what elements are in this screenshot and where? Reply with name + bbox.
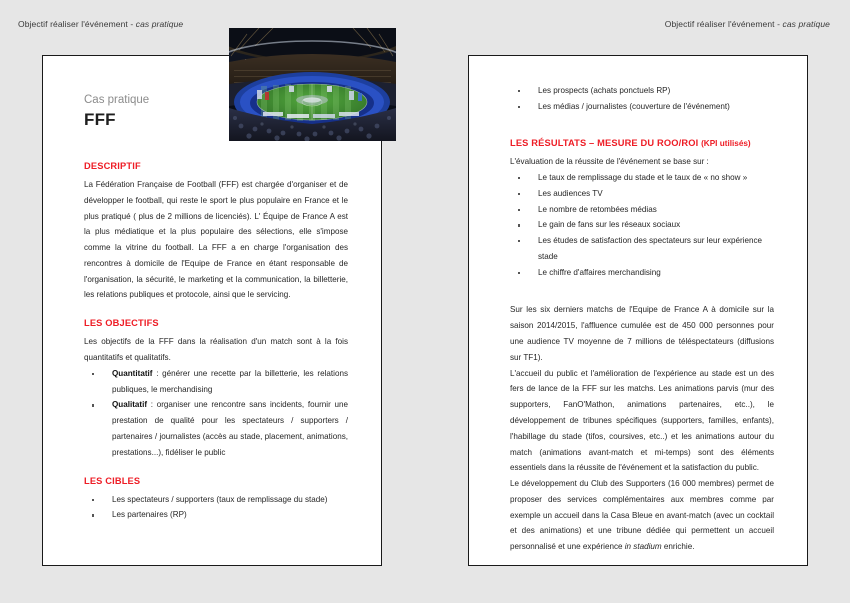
right-page-content: [510, 83, 774, 555]
list-item: Le chiffre d'affaires merchandising: [510, 265, 774, 281]
header-left-text: Objectif réaliser l'événement -: [18, 19, 136, 29]
header-right-text: Objectif réaliser l'événement -: [664, 19, 783, 29]
list-item: Le nombre de retombées médias: [510, 202, 774, 218]
heading-resultats: [510, 137, 774, 150]
paragraph-supporters-club-part1: Le développement du Club des Supporters (16 000 membres) permet de proposer des services complémentaires aux membres comme par exemple un accueil dans la Casa Bleue en avant-match (avec un cocktail et des animations) et une tribune dédiée qui permettent un accueil personnalisé et une expérience: [510, 479, 774, 552]
list-item: Les études de satisfaction des spectateurs sur leur expérience stade: [510, 233, 774, 265]
list-item: Les audiences TV: [510, 186, 774, 202]
list-item: Les prospects (achats ponctuels RP): [510, 83, 774, 99]
bullet-lead: Quantitatif: [112, 368, 153, 378]
list-cibles: [84, 492, 348, 524]
document-page-right: [468, 55, 808, 566]
header-right-italic: cas pratique: [782, 19, 830, 29]
stadium-photo: [229, 28, 396, 141]
header-left: [18, 19, 183, 29]
list-item: [84, 397, 348, 460]
left-page-content: [84, 93, 348, 523]
paragraph-descriptif: La Fédération Française de Football (FFF) est chargée d'organiser et de développer le football, qui reste le sport le plus populaire en France et le plus pratiqué ( plus de 2 millions de licenciés). L' Équipe de France A est la plus médiatique et la plus populaire des sélections, elle s'impose comme la vitrine du football. La FFF a en charge l'organisation des rencontres à domicile de l'Equipe de France en étant responsable de l'organisation, la sécurité, le marketing et la communication, la billetterie, les relations publiques et protocole, ainsi que le servicing.: [84, 179, 348, 300]
bullet-text: : générer une recette par la billetterie, les relations publiques, le merchandising: [112, 368, 348, 394]
paragraph-supporters-club-part2: enrichie.: [661, 542, 695, 552]
list-kpi: [510, 170, 774, 280]
list-objectifs: [84, 366, 348, 461]
list-item: [84, 366, 348, 398]
heading-cibles: LES CIBLES: [84, 475, 141, 486]
case-study-kicker: Cas pratique: [84, 94, 150, 106]
heading-descriptif: DESCRIPTIF: [84, 160, 141, 171]
paragraph-public-welcome: L'accueil du public et l'amélioration de l'expérience au stade est un des fers de lance de la FFF sur les matchs. Les animations parvis (mur des supporters, FanO'Mathon, animations partenaires, etc..), le développement de tribunes spécifiques (supporters, familles, enfants), l'habillage du stade (tifos, coursives, etc..) et les animations autour du match (animations avant-match et mi-temps) sont des éléments essentiels dans la réussite de l'événement et la satisfaction du public.: [510, 368, 774, 473]
bullet-text: : organiser une rencontre sans incidents, fournir une prestation de qualité pour les spectateurs / supporters / partenaires / journalistes (accès au stade, placement, animations, prestations...), fidéliser le public: [112, 400, 348, 457]
list-item: Le taux de remplissage du stade et le taux de « no show »: [510, 170, 774, 186]
paragraph-attendance-stats: Sur les six derniers matchs de l'Equipe de France A à domicile sur la saison 2014/2015, l'affluence cumulée est de 450 000 personnes pour une audience TV moyenne de 7 millions de téléspectateurs (diffusions sur TF1).: [510, 305, 774, 362]
list-item: Les médias / journalistes (couverture de l'événement): [510, 99, 774, 115]
heading-resultats-sub: (KPI utilisés): [701, 138, 751, 148]
paragraph-supporters-club-italic: in stadium: [624, 542, 662, 552]
header-left-italic: cas pratique: [135, 19, 184, 29]
heading-objectifs: LES OBJECTIFS: [84, 318, 159, 329]
stadium-photo-graphic: [229, 28, 396, 141]
heading-resultats-main: LES RÉSULTATS – MESURE DU ROO/ROI: [510, 137, 702, 148]
list-item: Le gain de fans sur les réseaux sociaux: [510, 217, 774, 233]
case-study-title: FFF: [84, 109, 116, 129]
paragraph-objectifs-intro: Les objectifs de la FFF dans la réalisation d'un match sont à la fois quantitatifs et qualitatifs.: [84, 337, 348, 363]
list-item: Les partenaires (RP): [84, 507, 348, 523]
bullet-lead: Qualitatif: [112, 400, 148, 410]
list-cibles-continued: [510, 83, 774, 115]
list-item: Les spectateurs / supporters (taux de remplissage du stade): [84, 492, 348, 508]
paragraph-resultats-intro: L'évaluation de la réussite de l'événement se base sur :: [510, 157, 709, 167]
paragraph-supporters-club: [510, 476, 774, 555]
header-right: [665, 19, 830, 29]
